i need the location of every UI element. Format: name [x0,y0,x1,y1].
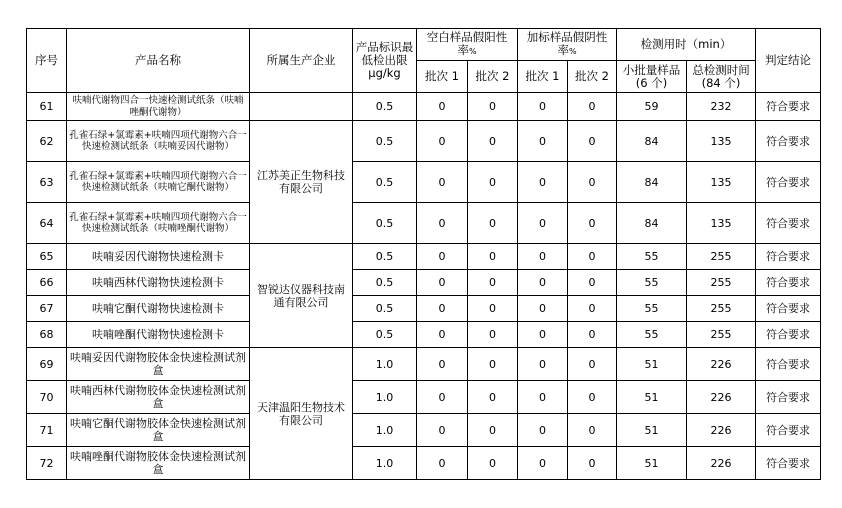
header-total-time-count: (84 个) [701,75,741,90]
row-blank-b1: 0 [417,203,468,244]
row-small-batch-time: 59 [617,93,687,121]
row-spiked-b2: 0 [568,270,617,296]
row-product-name: 孔雀石绿+氯霉素+呋喃四项代谢物六合一快速检测试纸条（呋喃妥因代谢物） [67,121,250,162]
table-row [27,162,821,203]
header-spiked-batch2: 批次 2 [568,61,617,93]
row-small-batch-time: 51 [617,447,687,480]
row-no: 71 [27,414,67,447]
row-lod: 0.5 [353,162,417,203]
header-blank-fp-label: 空白样品假阳性率 [426,30,508,57]
row-no: 65 [27,244,67,270]
row-blank-b2: 0 [468,203,518,244]
row-lod: 1.0 [353,414,417,447]
row-result: 符合要求 [756,121,821,162]
row-blank-b1: 0 [417,162,468,203]
row-no: 67 [27,296,67,322]
row-lod: 1.0 [353,348,417,381]
header-spiked-batch1: 批次 1 [518,61,568,93]
row-spiked-b1: 0 [518,381,568,414]
row-no: 66 [27,270,67,296]
header-detection-time: 检测用时（min） [617,29,756,61]
row-result: 符合要求 [756,322,821,348]
row-total-time: 135 [687,162,756,203]
row-spiked-b1: 0 [518,414,568,447]
row-small-batch-time: 51 [617,381,687,414]
row-spiked-b1: 0 [518,296,568,322]
row-total-time: 226 [687,381,756,414]
row-product-name: 呋喃唑酮代谢物快速检测卡 [67,322,250,348]
row-spiked-b1: 0 [518,322,568,348]
row-blank-b1: 0 [417,121,468,162]
row-blank-b2: 0 [468,322,518,348]
row-total-time: 135 [687,203,756,244]
row-result: 符合要求 [756,447,821,480]
row-spiked-b2: 0 [568,381,617,414]
table-row [27,121,821,162]
row-total-time: 255 [687,270,756,296]
row-product-name: 孔雀石绿+氯霉素+呋喃四项代谢物六合一快速检测试纸条（呋喃唑酮代谢物） [67,203,250,244]
row-blank-b1: 0 [417,270,468,296]
table-row [27,296,821,322]
row-company: 智锐达仪器科技南通有限公司 [250,244,353,348]
document-page [26,28,821,480]
row-product-name: 呋喃代谢物四合一快速检测试纸条（呋喃唑酮代谢物） [67,93,250,121]
row-small-batch-time: 55 [617,244,687,270]
row-result: 符合要求 [756,348,821,381]
table-row [27,381,821,414]
row-lod: 1.0 [353,381,417,414]
row-spiked-b2: 0 [568,322,617,348]
table-row [27,414,821,447]
header-blank-batch2: 批次 2 [468,61,518,93]
row-lod: 0.5 [353,93,417,121]
results-table [26,28,821,480]
row-blank-b1: 0 [417,414,468,447]
row-blank-b2: 0 [468,93,518,121]
row-lod: 0.5 [353,296,417,322]
row-result: 符合要求 [756,381,821,414]
row-no: 68 [27,322,67,348]
row-small-batch-time: 51 [617,414,687,447]
row-spiked-b1: 0 [518,244,568,270]
header-seq: 序号 [27,29,67,93]
row-blank-b2: 0 [468,447,518,480]
header-small-batch [617,61,687,93]
table-row [27,203,821,244]
row-product-name: 呋喃它酮代谢物胶体金快速检测试剂盒 [67,414,250,447]
row-spiked-b1: 0 [518,447,568,480]
row-blank-b2: 0 [468,121,518,162]
row-small-batch-time: 84 [617,162,687,203]
row-spiked-b2: 0 [568,244,617,270]
row-spiked-b1: 0 [518,93,568,121]
header-blank-false-positive [417,29,518,61]
header-spiked-fn-label: 加标样品假阴性率 [526,30,608,57]
row-lod: 0.5 [353,203,417,244]
row-blank-b2: 0 [468,381,518,414]
row-result: 符合要求 [756,244,821,270]
row-blank-b2: 0 [468,162,518,203]
row-lod: 0.5 [353,270,417,296]
row-no: 70 [27,381,67,414]
row-blank-b1: 0 [417,381,468,414]
row-result: 符合要求 [756,270,821,296]
row-result: 符合要求 [756,296,821,322]
row-total-time: 135 [687,121,756,162]
row-blank-b2: 0 [468,296,518,322]
row-no: 64 [27,203,67,244]
row-spiked-b2: 0 [568,203,617,244]
row-blank-b2: 0 [468,414,518,447]
row-small-batch-time: 84 [617,121,687,162]
header-spiked-false-negative [518,29,617,61]
row-spiked-b2: 0 [568,348,617,381]
row-no: 61 [27,93,67,121]
table-header [27,29,821,93]
row-lod: 0.5 [353,322,417,348]
row-total-time: 255 [687,244,756,270]
row-lod: 0.5 [353,121,417,162]
row-blank-b1: 0 [417,447,468,480]
table-row [27,270,821,296]
row-blank-b1: 0 [417,244,468,270]
row-total-time: 226 [687,414,756,447]
row-spiked-b1: 0 [518,270,568,296]
row-spiked-b2: 0 [568,447,617,480]
row-product-name: 孔雀石绿+氯霉素+呋喃四项代谢物六合一快速检测试纸条（呋喃它酮代谢物） [67,162,250,203]
row-blank-b1: 0 [417,93,468,121]
header-total-time-label: 总检测时间 [692,62,750,77]
row-small-batch-time: 84 [617,203,687,244]
row-product-name: 呋喃妥因代谢物快速检测卡 [67,244,250,270]
header-conclusion: 判定结论 [756,29,821,93]
row-blank-b2: 0 [468,244,518,270]
table-row [27,322,821,348]
header-spiked-fn-unit: % [568,47,577,56]
row-company: 天津温阳生物技术有限公司 [250,348,353,480]
row-blank-b2: 0 [468,348,518,381]
row-no: 72 [27,447,67,480]
header-small-batch-count: (6 个) [635,75,668,90]
row-product-name: 呋喃它酮代谢物快速检测卡 [67,296,250,322]
row-company-empty [250,93,353,121]
row-total-time: 226 [687,447,756,480]
table-row [27,244,821,270]
row-small-batch-time: 51 [617,348,687,381]
row-blank-b1: 0 [417,348,468,381]
row-total-time: 226 [687,348,756,381]
row-lod: 0.5 [353,244,417,270]
row-company: 江苏美正生物科技有限公司 [250,121,353,244]
row-small-batch-time: 55 [617,296,687,322]
row-total-time: 232 [687,93,756,121]
row-blank-b2: 0 [468,270,518,296]
header-total-time [687,61,756,93]
row-lod: 1.0 [353,447,417,480]
header-blank-batch1: 批次 1 [417,61,468,93]
header-lod-unit: μg/kg [368,66,401,80]
row-spiked-b2: 0 [568,414,617,447]
row-spiked-b1: 0 [518,348,568,381]
row-spiked-b2: 0 [568,121,617,162]
row-spiked-b1: 0 [518,162,568,203]
row-total-time: 255 [687,296,756,322]
row-blank-b1: 0 [417,296,468,322]
header-company: 所属生产企业 [250,29,353,93]
row-result: 符合要求 [756,162,821,203]
row-result: 符合要求 [756,93,821,121]
row-no: 63 [27,162,67,203]
table-row [27,348,821,381]
row-result: 符合要求 [756,414,821,447]
header-small-batch-label: 小批量样品 [622,62,681,77]
row-spiked-b1: 0 [518,121,568,162]
row-blank-b1: 0 [417,322,468,348]
row-spiked-b2: 0 [568,296,617,322]
row-small-batch-time: 55 [617,270,687,296]
row-spiked-b2: 0 [568,162,617,203]
row-small-batch-time: 55 [617,322,687,348]
table-row [27,447,821,480]
header-lod [353,29,417,93]
row-product-name: 呋喃西林代谢物胶体金快速检测试剂盒 [67,381,250,414]
row-total-time: 255 [687,322,756,348]
row-result: 符合要求 [756,203,821,244]
table-body [27,93,821,480]
row-no: 69 [27,348,67,381]
row-no: 62 [27,121,67,162]
header-product-name: 产品名称 [67,29,250,93]
row-product-name: 呋喃妥因代谢物胶体金快速检测试剂盒 [67,348,250,381]
row-spiked-b1: 0 [518,203,568,244]
row-spiked-b2: 0 [568,93,617,121]
header-blank-fp-unit: % [468,47,477,56]
table-row [27,93,821,121]
header-lod-label: 产品标识最低检出限 [355,40,414,67]
row-product-name: 呋喃西林代谢物快速检测卡 [67,270,250,296]
row-product-name: 呋喃唑酮代谢物胶体金快速检测试剂盒 [67,447,250,480]
